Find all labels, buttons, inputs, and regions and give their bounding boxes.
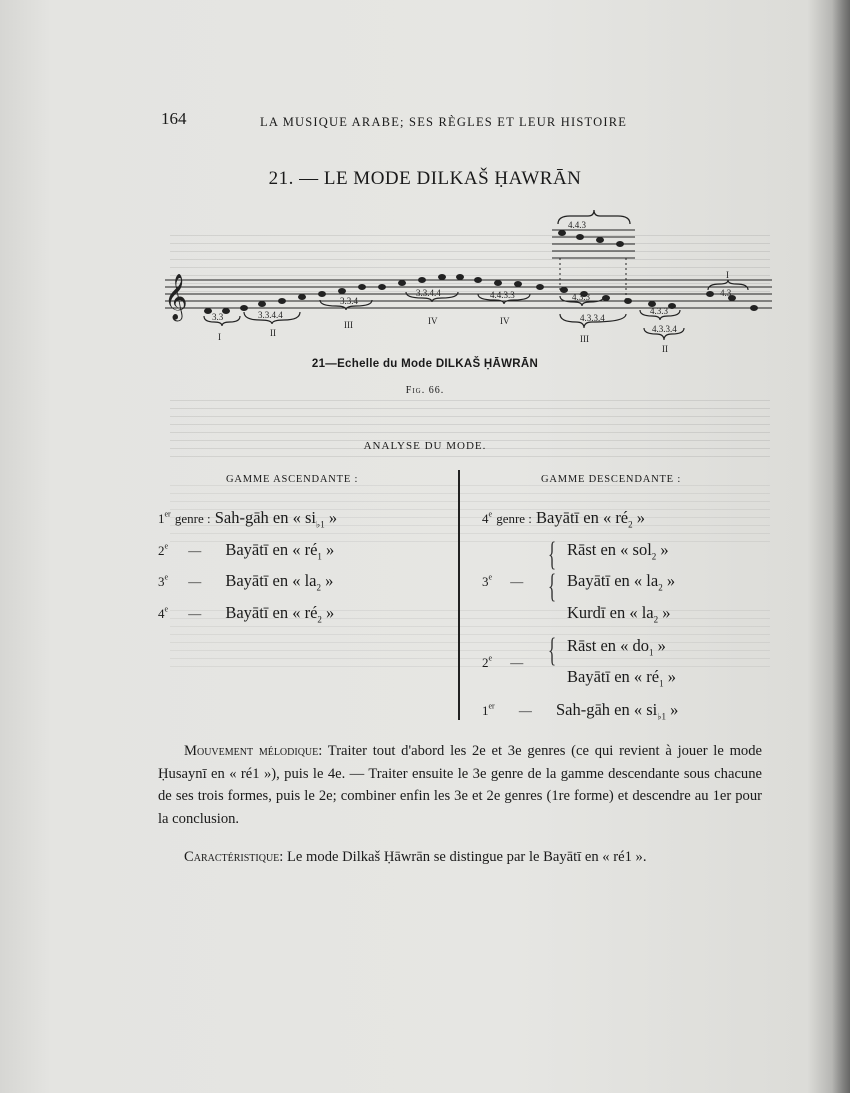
closing-quote: »: [326, 540, 335, 559]
analysis-title: ANALYSE DU MODE.: [363, 440, 487, 452]
ascending-heading: GAMME ASCENDANTE :: [226, 474, 359, 485]
bracket-label: 4.3.3.4: [652, 324, 677, 334]
figure-label: Fig. 66.: [405, 385, 445, 396]
closing-quote: »: [636, 508, 646, 527]
genre-number: 3: [158, 574, 165, 589]
register-index: ♭1: [657, 711, 666, 722]
register-index: 2: [653, 614, 659, 625]
genre-text: Bayātī en « ré: [225, 603, 318, 622]
descending-heading: GAMME DESCENDANTE :: [541, 474, 682, 485]
bracket-label: 3.3.4: [340, 296, 358, 306]
genre-label: —: [188, 574, 202, 589]
register-index: 2: [651, 551, 657, 562]
ascending-row: [158, 540, 334, 561]
descending-row: [482, 700, 678, 722]
genre-number: 4: [158, 606, 165, 621]
genre-label: —: [188, 543, 202, 558]
genre-text: Sah-gāh en « si: [214, 508, 316, 527]
genre-text: Kurdī en « la: [567, 603, 654, 622]
genre-text: Bayātī en « ré: [567, 667, 660, 686]
genre-label: —: [188, 606, 202, 621]
bracket-label: 4.3.3: [650, 306, 668, 316]
descending-row-text: [567, 667, 676, 688]
column-divider: [458, 470, 460, 720]
genre-number: 1: [158, 511, 165, 526]
bracket-label: 4.3.3: [572, 292, 590, 302]
group-brace: {: [548, 632, 557, 669]
register-index: 1: [317, 551, 322, 562]
register-index: 1: [659, 678, 664, 689]
page-edge-shadow: [832, 0, 850, 1093]
genre-number: 1: [482, 703, 489, 718]
register-index: 1: [649, 647, 654, 658]
genre-text: Bayātī en « ré: [225, 540, 318, 559]
genre-label: genre :: [496, 511, 532, 526]
genre-numeral: I: [726, 270, 729, 280]
page-number: 164: [161, 109, 187, 128]
genre-numeral: II: [270, 328, 276, 338]
descending-row-text: [567, 571, 675, 592]
genre-text: Bayātī en « la: [567, 571, 659, 590]
music-notation-figure: [160, 210, 780, 370]
genre-numeral: III: [580, 334, 589, 344]
ordinal-suffix: er: [164, 509, 171, 519]
genre-numeral: III: [344, 320, 353, 330]
genre-text: Bayātī en « ré: [536, 508, 629, 527]
descending-row: [482, 508, 645, 529]
ascending-row: [158, 571, 333, 592]
register-index: ♭1: [315, 519, 325, 530]
register-index: 2: [316, 582, 321, 593]
closing-quote: »: [657, 636, 666, 655]
genre-text: Bayātī en « la: [225, 571, 317, 590]
closing-quote: »: [660, 540, 669, 559]
genre-label: —: [510, 574, 524, 589]
characteristic-label: Caractéristique:: [184, 849, 284, 865]
movement-text: Traiter tout d'abord les 2e et 3e genres (ce qui revient à jouer le mode Ḥusaynī en « ré1 »), puis le 4e. — Traiter ensuite le 3e genre de la gamme descendante sous chacune de ses trois formes, puis le 2e; combiner enfin les 3e et 2e genres (1re forme) et descendre au 1er pour la conclusion.: [158, 743, 762, 827]
closing-quote: »: [326, 603, 335, 622]
genre-numeral: IV: [500, 316, 510, 326]
descending-row: [567, 603, 670, 624]
genre-text: Rāst en « do: [567, 636, 650, 655]
genre-number: 2: [482, 655, 489, 670]
ordinal-suffix: e: [164, 604, 169, 614]
genre-numeral: II: [662, 344, 668, 354]
genre-number: 4: [482, 511, 489, 526]
running-head: LA MUSIQUE ARABE; SES RÈGLES ET LEUR HISTOIRE: [260, 115, 628, 129]
genre-numeral: IV: [428, 316, 438, 326]
descending-row: [567, 636, 666, 657]
genre-number: 2: [158, 543, 165, 558]
genre-label: genre :: [174, 511, 211, 526]
genre-numeral: I: [218, 332, 221, 342]
chapter-title: 21. — LE MODE DILKAŠ ḤAWRĀN: [268, 168, 582, 189]
register-index: 2: [317, 614, 322, 625]
genre-label: —: [518, 703, 532, 718]
group-brace: {: [548, 568, 557, 605]
bracket-label: 4.3: [720, 288, 732, 298]
movement-paragraph: [158, 740, 762, 830]
closing-quote: »: [325, 571, 334, 590]
register-index: 2: [628, 519, 633, 530]
closing-quote: »: [667, 667, 676, 686]
closing-quote: »: [662, 603, 671, 622]
ordinal-suffix: er: [488, 701, 495, 711]
bracket-label: 3.3.4.4: [258, 310, 283, 320]
ordinal-suffix: e: [488, 572, 493, 582]
genre-text: Sah-gāh en « si: [555, 700, 658, 719]
ascending-row: [158, 603, 334, 624]
figure-caption: 21—Echelle du Mode DILKAŠ ḤĀWRĀN: [311, 358, 539, 370]
characteristic-text: Le mode Dilkaš Ḥāwrān se distingue par le Bayātī en « ré1 ».: [287, 849, 647, 865]
closing-quote: »: [666, 571, 676, 590]
characteristic-paragraph: [158, 846, 762, 869]
descending-row: [482, 652, 523, 672]
bracket-label: 4.4.3.3: [490, 290, 515, 300]
genre-label: —: [510, 655, 524, 670]
closing-quote: »: [328, 508, 338, 527]
bracket-label: 4.4.3: [568, 220, 586, 230]
ordinal-suffix: e: [488, 509, 493, 519]
genre-number: 3: [482, 574, 489, 589]
closing-quote: »: [670, 700, 679, 719]
staff-svg: [160, 210, 780, 370]
bracket-label: 3.3.4.4: [416, 288, 441, 298]
genre-text: Rāst en « sol: [567, 540, 652, 559]
treble-clef-icon: 𝄞: [164, 274, 188, 320]
ordinal-suffix: e: [164, 572, 169, 582]
ordinal-suffix: e: [488, 653, 493, 663]
descending-row: [482, 571, 523, 591]
register-index: 2: [658, 582, 663, 593]
ordinal-suffix: e: [164, 541, 169, 551]
bracket-label: 3.3: [212, 312, 224, 322]
ascending-row: [158, 508, 337, 530]
descending-row: [567, 540, 669, 561]
group-brace: {: [548, 536, 557, 573]
movement-label: Mouvement mélodique:: [184, 743, 323, 759]
bracket-label: 4.3.3.4: [580, 313, 605, 323]
